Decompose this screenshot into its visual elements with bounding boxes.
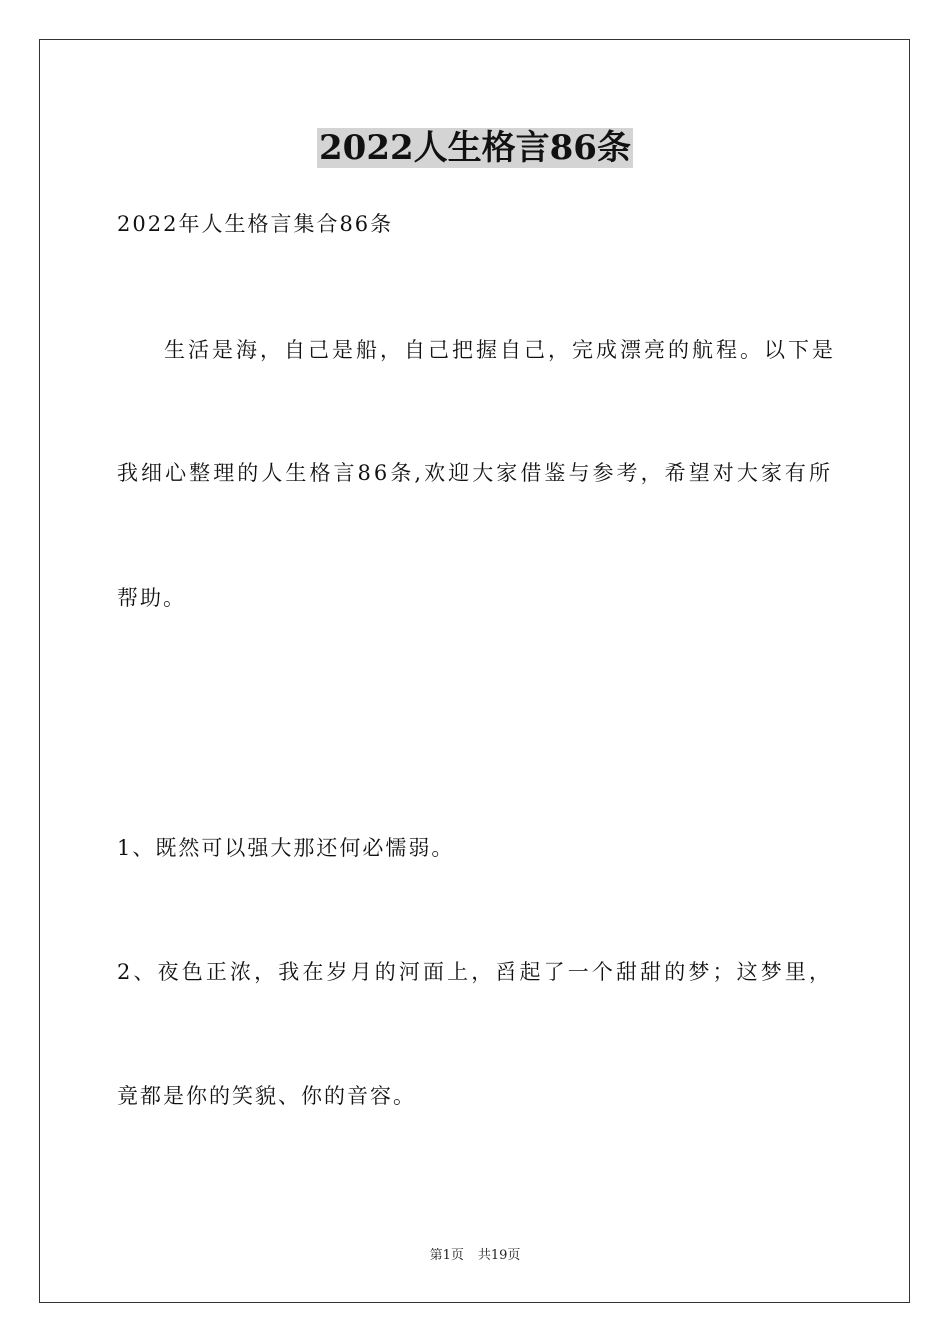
page-total: 共19页 <box>477 1248 521 1263</box>
document-subtitle: 2022年人生格言集合86条 <box>117 212 394 236</box>
intro-line-1: 生活是海，自己是船，自己把握自己，完成漂亮的航程。以下是 <box>164 338 836 362</box>
page-footer <box>0 1247 950 1265</box>
intro-line-3: 帮助。 <box>117 586 186 610</box>
list-item-2-line-1: 2、夜色正浓，我在岁月的河面上，舀起了一个甜甜的梦；这梦里， <box>117 960 833 984</box>
list-item-1: 1、既然可以强大那还何必懦弱。 <box>117 836 455 860</box>
document-title <box>0 128 950 168</box>
intro-line-2: 我细心整理的人生格言86条,欢迎大家借鉴与参考，希望对大家有所 <box>117 461 833 485</box>
page-number: 第1页 <box>429 1248 464 1263</box>
document-title-text: 2022人生格言86条 <box>319 128 631 168</box>
list-item-2-line-2: 竟都是你的笑貌、你的音容。 <box>117 1084 416 1108</box>
